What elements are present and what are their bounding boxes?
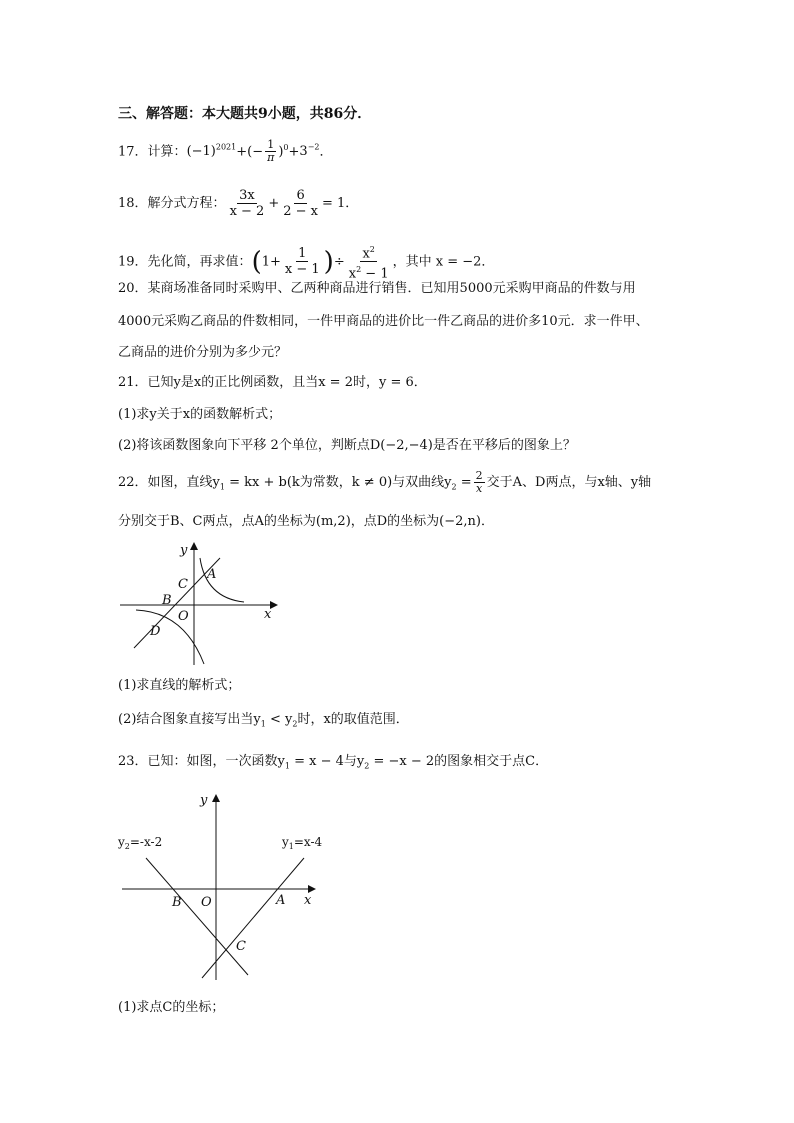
q22-line-1: 22．如图，直线$y_1$ = kx + b(k为常数，k ≠ 0)与双曲线$y_2$ = $\frac{2}{x}$ 交于A、D两点，与x轴、y轴 — [118, 469, 652, 495]
q17-plus-2: + — [288, 144, 300, 160]
q23-label-y: y — [200, 793, 208, 808]
q21-part-2: (2)将该函数图象向下平移 2个单位，判断点D(−2,−4)是否在平移后的图象上？ — [118, 438, 576, 453]
q20-line-3: 乙商品的进价分别为多少元？ — [118, 345, 288, 360]
q19-tail: ，其中 x = −2． — [392, 254, 495, 270]
q22-line-2: 分别交于B、C两点，点A的坐标为(m,2)，点D的坐标为(−2,n)． — [118, 514, 494, 529]
q22-y-axis-arrow — [190, 542, 198, 550]
q23-label-A: A — [276, 893, 286, 908]
q19-paren-close: ) — [323, 246, 334, 277]
q22-label-A: A — [207, 567, 217, 582]
question-18 — [118, 188, 358, 219]
q23-graph — [112, 788, 342, 988]
q17-term2-close: ) — [278, 144, 284, 160]
q19-paren-open: ( — [251, 246, 262, 277]
q23-label-B: B — [172, 895, 182, 910]
q18-label: 解分式方程： — [147, 196, 226, 211]
q23-label-x: x — [304, 893, 312, 908]
q17-fraction: $\frac{1}{\pi}$ — [267, 138, 275, 165]
q22-fraction: $\frac{2}{x}$ — [475, 469, 483, 495]
q18-plus: + — [268, 196, 280, 211]
q23-part-1: (1)求点C的坐标； — [118, 1000, 225, 1015]
q22-label-C: C — [178, 577, 188, 592]
section-heading: 三、解答题：本大题共9小题，共86分． — [118, 106, 372, 122]
q19-fraction-2: $\frac{x^2}{x^2 - 1}$ — [347, 242, 391, 282]
q17-term2-exp: 0 — [283, 143, 289, 152]
q18-fraction-1: $\frac{3x}{x - 2}$ — [229, 188, 265, 219]
q22-label-O: O — [178, 609, 189, 624]
q22-label-y: y — [180, 543, 188, 558]
q22-part-2: (2)结合图象直接写出当$y_1 < y_2$时，x的取值范围． — [118, 712, 409, 729]
q18-number: 18． — [118, 196, 148, 211]
q22-label-x: x — [264, 607, 272, 622]
q17-label: 计算： — [147, 144, 187, 160]
q18-fraction-2: $\frac{6}{2 - x}$ — [283, 188, 318, 219]
q17-end: ． — [319, 144, 333, 160]
q18-rhs: = 1． — [322, 196, 359, 211]
q23-x-axis-arrow — [308, 885, 316, 893]
q22-part-1: (1)求直线的解析式； — [118, 678, 241, 693]
q17-plus-1: + — [236, 144, 248, 160]
q20-line-2: 4000元采购乙商品的件数相同，一件甲商品的进价比一件乙商品的进价多10元．求一件甲、 — [118, 314, 649, 329]
q19-one-plus: 1+ — [261, 254, 281, 270]
q23-label-y1-eq: $y_1=x-4$ — [282, 835, 323, 851]
q23-label-y2-eq: $y_2=-x-2$ — [118, 835, 163, 851]
q22-label-D: D — [150, 624, 161, 639]
q19-fraction-1: $\frac{1}{x - 1}$ — [284, 246, 320, 278]
q21-part-1: (1)求y关于x的函数解析式； — [118, 407, 282, 422]
q22-graph — [112, 540, 282, 670]
q19-divide: ÷ — [333, 254, 345, 270]
q23-label-C: C — [236, 939, 246, 954]
question-17 — [118, 138, 333, 164]
q23-y-axis-arrow — [212, 794, 220, 802]
q22-label-B: B — [162, 593, 172, 608]
q23-line-1: 23．已知：如图，一次函数$y_1 = x - 4$与$y_2 = -x - 2$的图象相交于点C． — [118, 754, 549, 771]
q19-label: 先化简，再求值： — [147, 254, 252, 270]
q23-line-y2 — [146, 858, 248, 975]
q21-line-1: 21．已知y是x的正比例函数，且当x = 2时，y = 6． — [118, 375, 427, 390]
question-19 — [118, 242, 494, 282]
q17-number: 17． — [118, 144, 148, 160]
q20-line-1: 20．某商场准备同时采购甲、乙两种商品进行销售．已知用5000元采购甲商品的件数与用 — [118, 281, 636, 296]
q23-label-O: O — [201, 895, 212, 910]
q19-number: 19． — [118, 254, 148, 270]
q17-term3: $3^{-2}$ — [299, 143, 320, 160]
q23-line-y1 — [202, 858, 304, 978]
q17-term1: $(-1)^{2021}$ — [186, 143, 237, 160]
q17-term2-open: (− — [247, 144, 264, 160]
